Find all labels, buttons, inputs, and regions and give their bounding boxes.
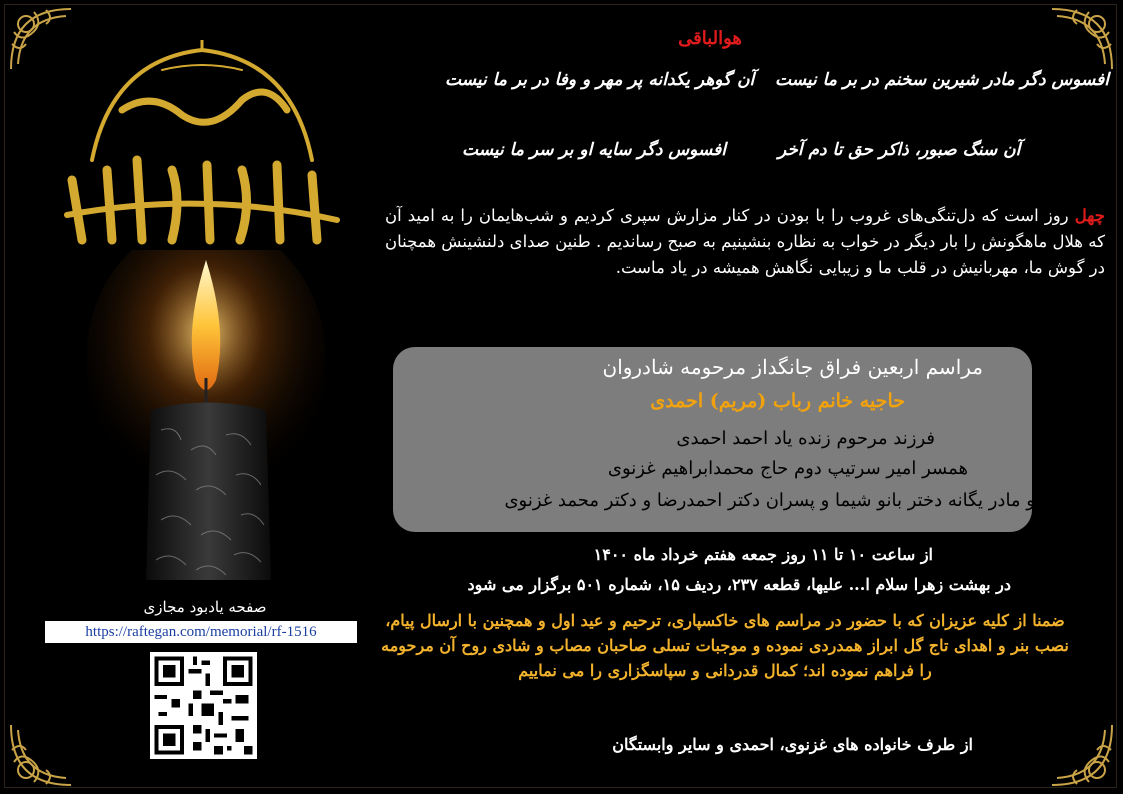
thanks-paragraph: ضمنا از کلیه عزیزان که با حضور در مراسم های خاکسپاری، ترحیم و عید اول و همچنین با ارسال پیام، نصب بنر و اهدای تاج گل ابراز همدردی نموده و موجبات تسلی صاحبان مصاب و شادی روح آن مرحومه را فراهم نموده اند؛ کمال قدردانی و سپاسگزاری را می نماییم — [381, 611, 1069, 680]
memorial-page-label: صفحه یادبود مجازی — [143, 598, 267, 616]
ceremony-relation-children: و مادر یگانه دختر بانو شیما و پسران دکتر احمدرضا و دکتر محمد غزنوی — [504, 490, 1035, 511]
from-family: از طرف خانواده های غزنوی، احمدی و سایر وابستگان — [612, 735, 973, 754]
ceremony-place: در بهشت زهرا سلام ا... علیها، قطعه ۲۳۷، ردیف ۱۵، شماره ۵۰۱ برگزار می شود — [467, 575, 1011, 594]
poem-verse-2a: آن سنگ صبور، ذاکر حق تا دم آخر — [778, 140, 1021, 160]
deceased-name: حاجیه خانم رباب (مریم) احمدی — [650, 390, 905, 412]
page-heading: هوالباقی — [678, 28, 742, 49]
poem-verse-1b: آن گوهر یکدانه پر مهر و وفا در بر ما نیست — [445, 70, 755, 90]
ceremony-title: مراسم اربعین فراق جانگداز مرحومه شادروان — [602, 355, 983, 379]
intro-text: روز است که دل‌تنگی‌های غروب را با بودن در کنار مزارش سپری کردیم و شب‌هایمان را به امید آن که هلال ماهگونش را بار دیگر در خواب به نظاره بنشینیم به صبح رساندیم . طنین صدای دلنشینش همچنان در گوش ما، مهربانیش در قلب ما و زیبایی نگاهش همیشه در یاد ماست. — [385, 206, 1105, 277]
poem-verse-1a: افسوس دگر مادر شیرین سخنم در بر ما نیست — [775, 70, 1109, 90]
ornament-corner-top-right — [1047, 4, 1117, 74]
intro-paragraph — [385, 203, 1105, 281]
ornament-corner-bottom-left — [6, 720, 76, 790]
intro-highlight: چهل — [1074, 206, 1105, 225]
qr-code[interactable] — [150, 652, 257, 759]
ceremony-date: از ساعت ۱۰ تا ۱۱ روز جمعه هفتم خرداد ماه ۱۴۰۰ — [593, 545, 933, 564]
calligraphy-emblem — [52, 40, 352, 250]
candle-image — [56, 250, 346, 590]
poem-verse-2b: افسوس دگر سایه او بر سر ما نیست — [462, 140, 726, 160]
ceremony-relation-spouse: همسر امیر سرتیپ دوم حاج محمدابراهیم غزنوی — [607, 458, 968, 479]
memorial-link[interactable]: https://raftegan.com/memorial/rf-1516 — [45, 621, 357, 643]
ceremony-relation-father: فرزند مرحوم زنده یاد احمد احمدی — [676, 428, 935, 449]
ornament-corner-bottom-right — [1047, 720, 1117, 790]
